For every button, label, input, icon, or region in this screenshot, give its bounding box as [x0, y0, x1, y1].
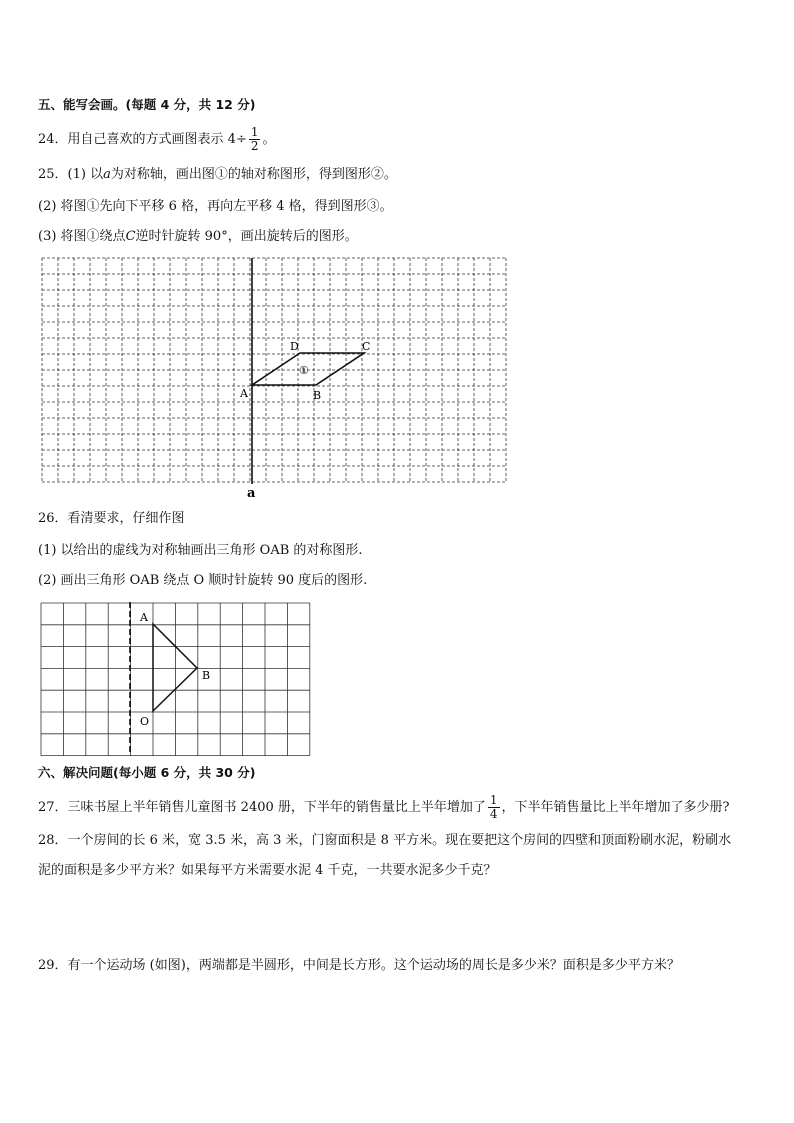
- solid-grid: [41, 603, 310, 756]
- question-25-part-3: (3) 将图①绕点C逆时针旋转 90°，画出旋转后的图形。: [38, 229, 358, 244]
- question-24-text: 24．用自己喜欢的方式画图表示 4÷: [38, 132, 247, 147]
- label-shape-1: ①: [299, 364, 309, 377]
- fraction-one-quarter: $\frac{1}{4}$: [489, 793, 498, 821]
- label-point-b: B: [202, 669, 211, 682]
- question-26-part-2: (2) 画出三角形 OAB 绕点 O 顺时针旋转 90 度后的图形.: [38, 573, 368, 588]
- fraction-one-half: $\frac{1}{2}$: [250, 125, 259, 153]
- question-26-grid-figure: [40, 602, 314, 756]
- label-axis-a: a: [247, 486, 256, 500]
- question-26-intro: 26．看清要求，仔细作图: [38, 511, 185, 526]
- label-point-d: D: [290, 340, 299, 353]
- question-25-grid-figure: [40, 256, 512, 500]
- label-point-b: B: [313, 389, 322, 402]
- label-point-a: A: [140, 611, 148, 624]
- question-27: 27．三味书屋上半年销售儿童图书 2400 册，下半年的销售量比上半年增加了 $\frac{1}{4}$ ，下半年销售量比上半年增加了多少册?: [38, 793, 730, 821]
- label-point-c: C: [362, 340, 371, 353]
- question-29: 29．有一个运动场 (如图)，两端都是半圆形，中间是长方形。这个运动场的周长是多少米？面积是多少平方米？: [38, 958, 680, 973]
- section-5-heading: 五、能写会画。(每题 4 分，共 12 分): [38, 97, 256, 112]
- question-25-part-2: (2) 将图①先向下平移 6 格，再向左平移 4 格，得到图形③。: [38, 199, 393, 214]
- axis-variable: a: [103, 167, 111, 182]
- question-25-part-1: 25．(1) 以a为对称轴，画出图①的轴对称图形，得到图形②。: [38, 167, 397, 182]
- question-24: 24．用自己喜欢的方式画图表示 4÷ $\frac{1}{2}$ 。: [38, 125, 276, 153]
- point-variable: C: [125, 229, 136, 244]
- question-28-line-2: 泥的面积是多少平方米？如果每平方米需要水泥 4 千克，一共要水泥多少千克？: [38, 863, 497, 878]
- section-6-heading: 六、解决问题(每小题 6 分，共 30 分): [38, 765, 256, 780]
- label-point-o: O: [140, 715, 150, 728]
- question-26-part-1: (1) 以给出的虚线为对称轴画出三角形 OAB 的对称图形.: [38, 543, 363, 558]
- label-point-a: A: [240, 387, 248, 400]
- question-28-line-1: 28．一个房间的长 6 米，宽 3.5 米，高 3 米，门窗面积是 8 平方米。现在要把这个房间的四壁和顶面粉刷水泥，粉刷水: [38, 833, 732, 848]
